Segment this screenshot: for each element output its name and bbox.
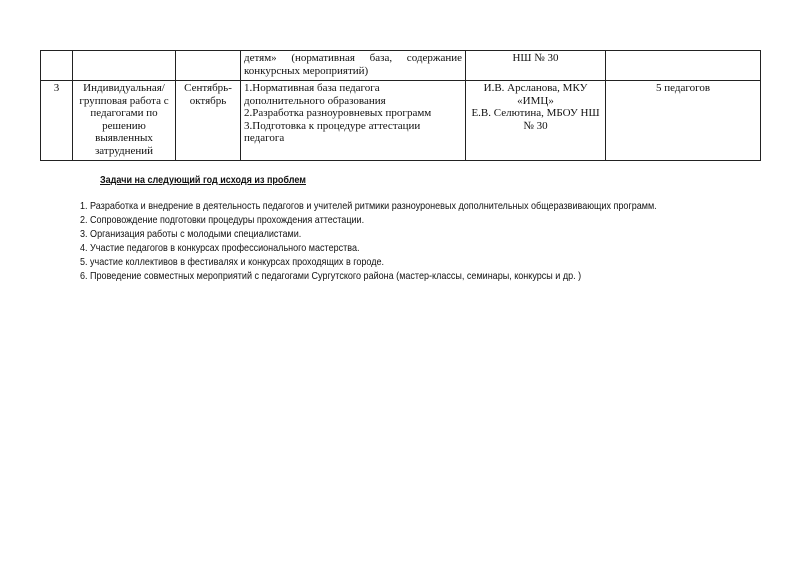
cell-form: Индивидуальная/групповая работа с педагогами по решению выявленных затруднений [73, 81, 176, 161]
list-item: 2. Сопровождение подготовки процедуры прохождения аттестации. [80, 214, 365, 226]
content-line: 2.Разработка разноуровневых программ [244, 107, 432, 119]
cell-content: детям» (нормативная база, содержание конкурсных мероприятий) [241, 51, 466, 81]
list-item: 4. Участие педагогов в конкурсах профессионального мастерства. [80, 242, 360, 254]
cell-participants [606, 51, 761, 81]
list-item: 1. Разработка и внедрение в деятельность педагогов и учителей ритмики разноуроневых дополнительных общеразвивающих программ. [80, 200, 657, 212]
cell-number [41, 51, 73, 81]
cell-period [176, 51, 241, 81]
cell-number: 3 [41, 81, 73, 161]
cell-content [241, 81, 466, 161]
responsible-line: Е.В. Селютина, МБОУ НШ № 30 [471, 107, 600, 132]
plan-table [40, 50, 761, 161]
content-line: 1.Нормативная база педагога дополнительного образования [244, 82, 386, 107]
list-item: 5. участие коллективов в фестивалях и конкурсах проходящих в городе. [80, 256, 385, 268]
responsible-line: И.В. Арсланова, МКУ «ИМЦ» [483, 82, 588, 107]
table-row [41, 51, 761, 81]
list-item: 6. Проведение совместных мероприятий с педагогами Сургутского района (мастер-классы, семинары, конкурсы и др. ) [80, 270, 582, 282]
section-heading: Задачи на следующий год исходя из проблем [100, 174, 306, 186]
task-list [80, 199, 657, 283]
table-row [41, 81, 761, 161]
cell-period: Сентябрь-октябрь [176, 81, 241, 161]
content-line: 3.Подготовка к процедуре аттестации педагога [244, 119, 421, 144]
cell-form [73, 51, 176, 81]
cell-responsible: НШ № 30 [466, 51, 606, 81]
cell-participants: 5 педагогов [606, 81, 761, 161]
cell-responsible [466, 81, 606, 161]
list-item: 3. Организация работы с молодыми специалистами. [80, 228, 302, 240]
